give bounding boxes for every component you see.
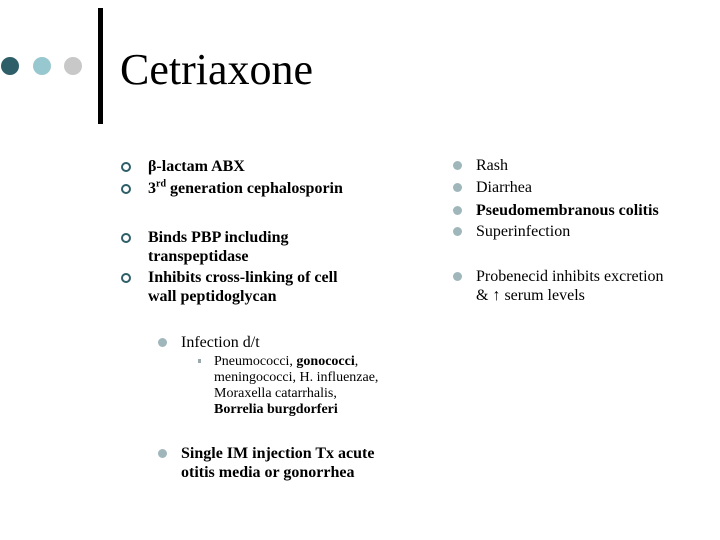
title-divider xyxy=(98,8,103,124)
bullet-pseudomembranous-colitis: Pseudomembranous colitis xyxy=(476,201,659,220)
decor-dot-dark xyxy=(1,57,19,75)
solid-bullet-icon xyxy=(453,161,462,170)
bullet-binds-pbp: Binds PBP including transpeptidase xyxy=(148,228,289,266)
solid-bullet-icon xyxy=(453,227,462,236)
hollow-bullet-icon xyxy=(121,184,131,194)
bullet-diarrhea: Diarrhea xyxy=(476,178,532,197)
bullet-probenecid: Probenecid inhibits excretion & ↑ serum levels xyxy=(476,267,664,305)
solid-bullet-icon xyxy=(158,338,167,347)
subbullet-infection: Infection d/t xyxy=(181,333,260,352)
solid-bullet-icon xyxy=(453,272,462,281)
bullet-inhibits-crosslinking: Inhibits cross-linking of cell wall peptidoglycan xyxy=(148,268,338,306)
hollow-bullet-icon xyxy=(121,233,131,243)
hollow-bullet-icon xyxy=(121,273,131,283)
slide-title: Cetriaxone xyxy=(120,45,314,94)
decor-dot-light xyxy=(33,57,51,75)
solid-bullet-icon xyxy=(158,449,167,458)
decor-dot-gray xyxy=(64,57,82,75)
bullet-rash: Rash xyxy=(476,156,508,175)
bullet-generation: 3rd generation cephalosporin xyxy=(148,179,343,198)
bullet-beta-lactam: β-lactam ABX xyxy=(148,157,245,176)
solid-bullet-icon xyxy=(453,206,462,215)
bullet-superinfection: Superinfection xyxy=(476,222,570,241)
subbullet-single-im-injection: Single IM injection Tx acute otitis media or gonorrhea xyxy=(181,444,374,482)
hollow-bullet-icon xyxy=(121,162,131,172)
solid-bullet-icon xyxy=(453,183,462,192)
square-bullet-icon xyxy=(198,359,201,363)
organism-list: Pneumococci, gonococci, meningococci, H. influenzae, Moraxella catarrhalis, Borrelia burgdorferi xyxy=(214,354,378,418)
